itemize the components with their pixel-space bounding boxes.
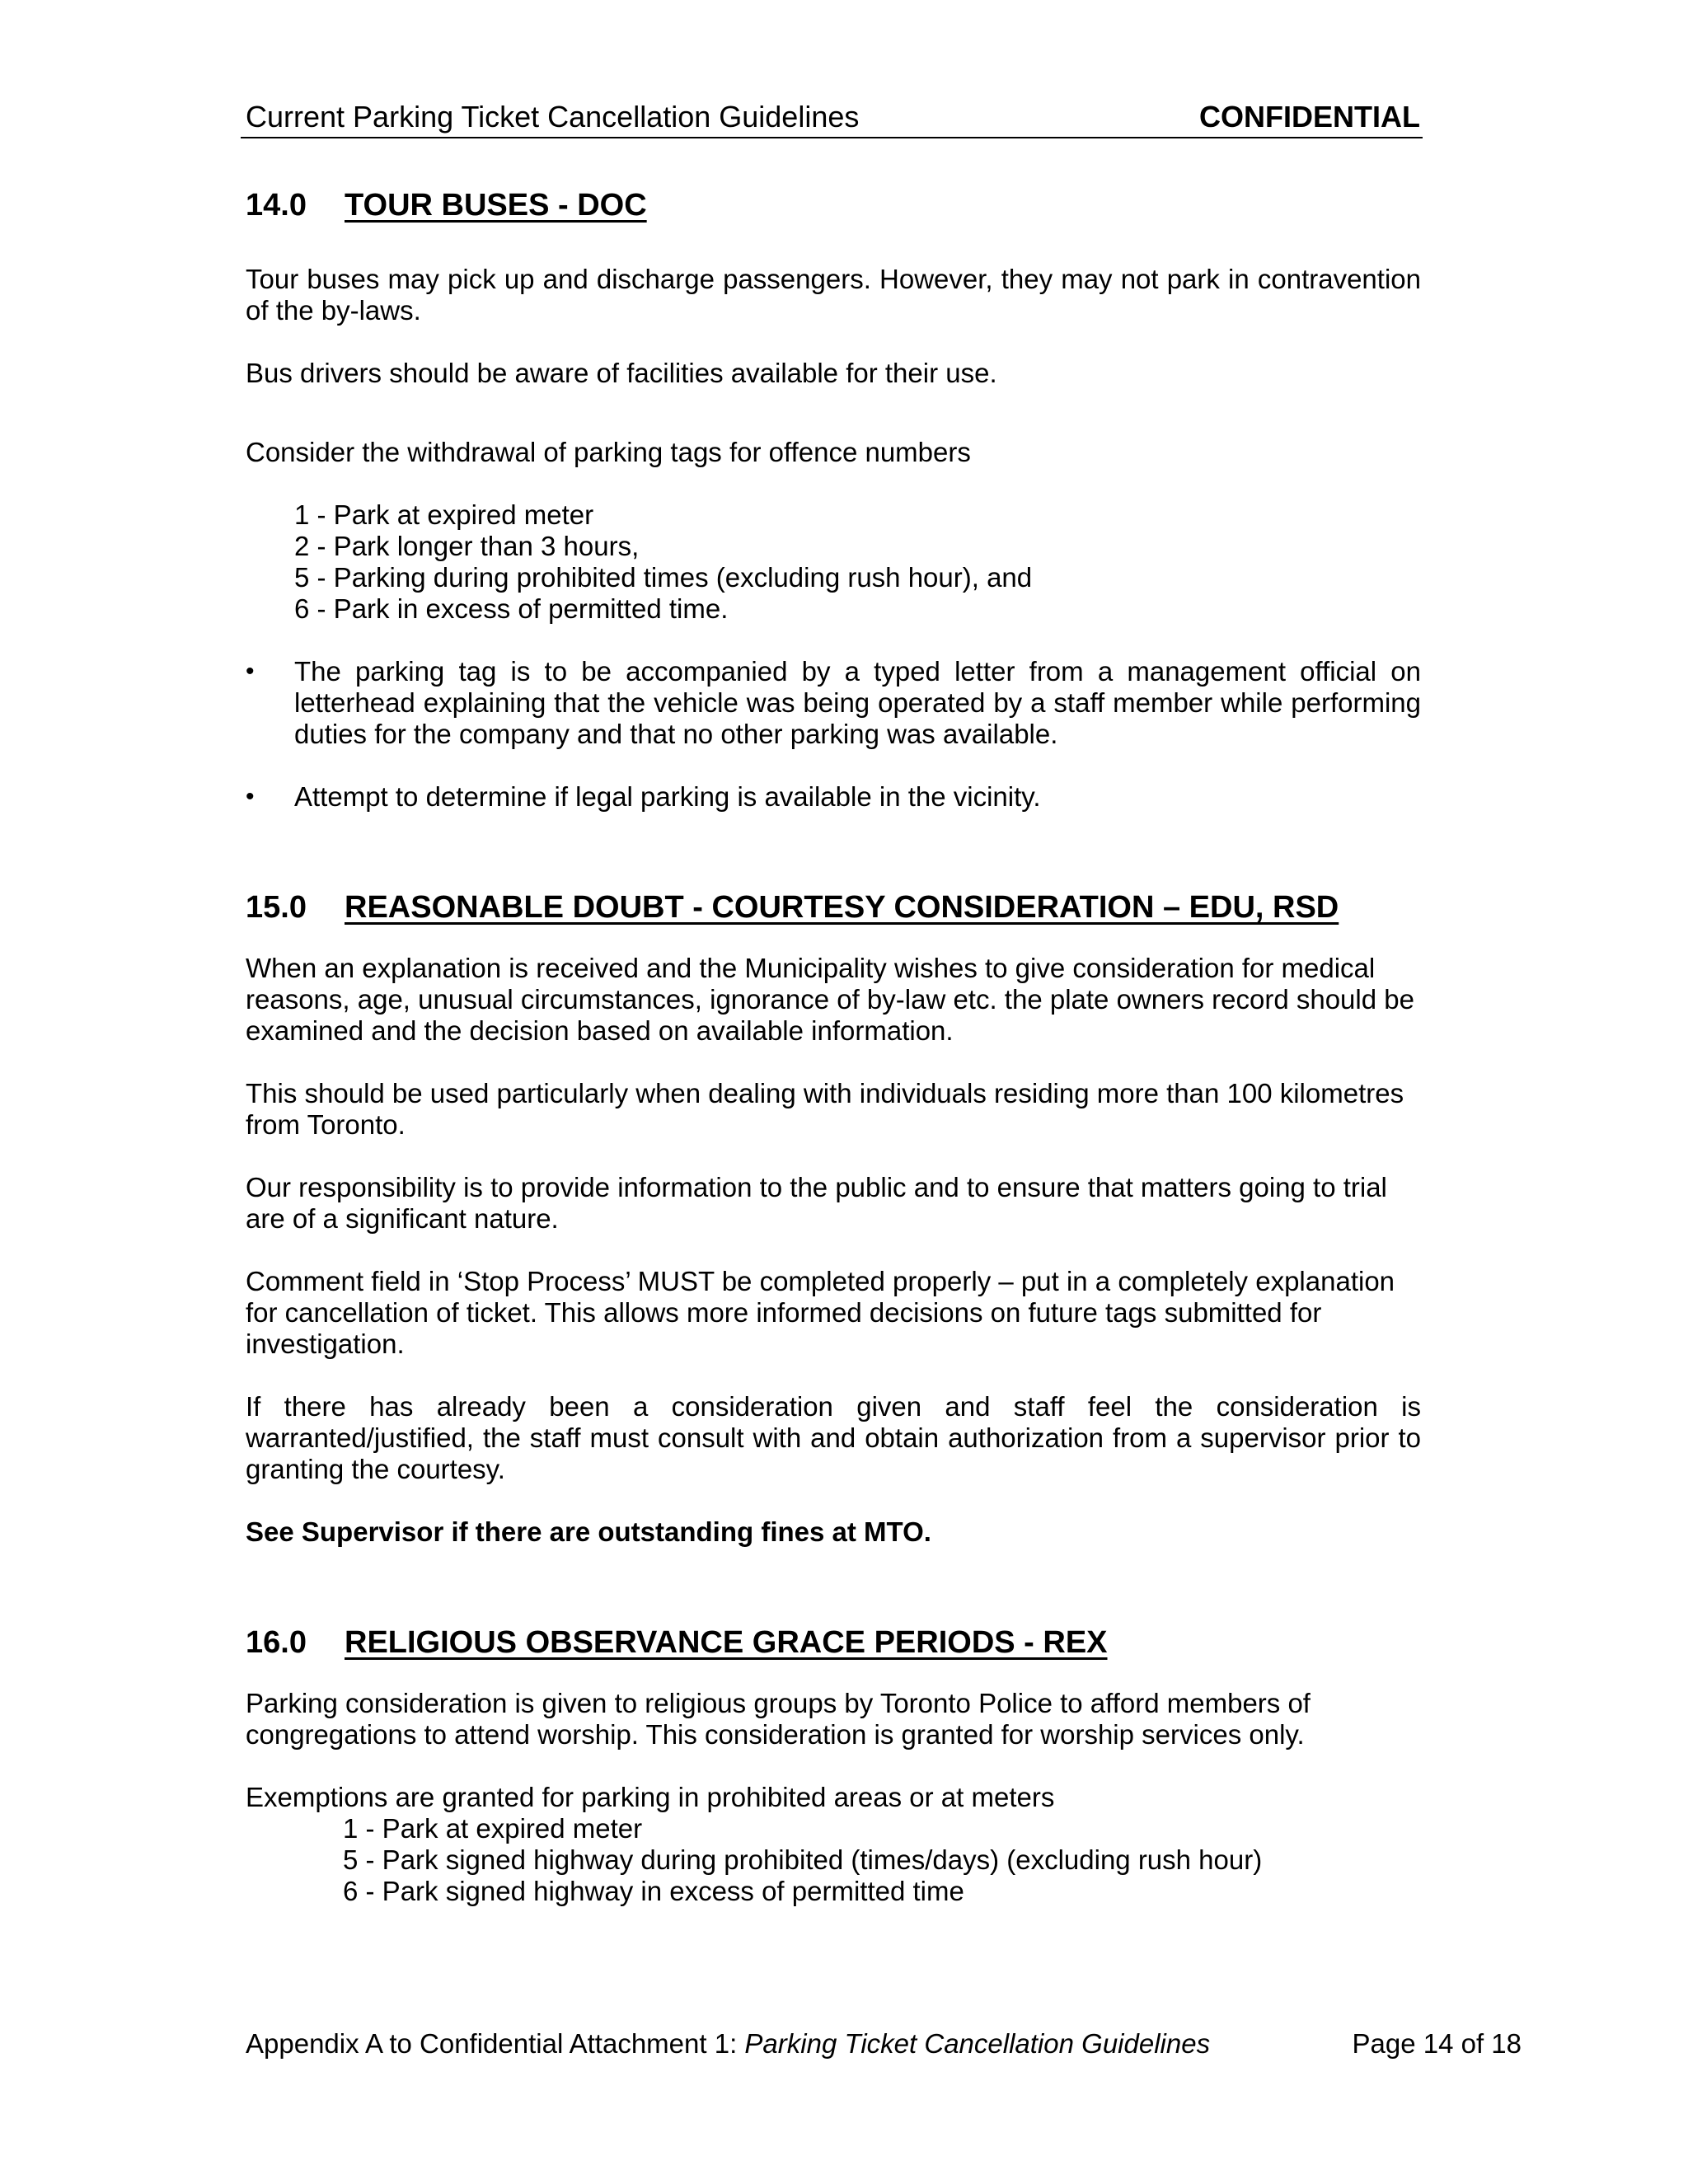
offence-list: [246, 499, 1421, 625]
section-16-para-1: Parking consideration is given to religious groups by Toronto Police to afford members of congregations to attend worship. This consideration is granted for worship services only.: [246, 1688, 1311, 1750]
bullet-item: [246, 781, 1421, 813]
list-item: 5 - Park signed highway during prohibited (times/days) (excluding rush hour): [343, 1844, 1263, 1875]
section-14-heading: [246, 185, 1421, 226]
header-title: Current Parking Ticket Cancellation Guidelines: [246, 100, 860, 134]
section-15-para-3: Our responsibility is to provide information to the public and to ensure that matters going to trial are of a significant nature.: [246, 1172, 1387, 1234]
bullet-icon: •: [246, 658, 255, 685]
section-14-para-3: Consider the withdrawal of parking tags for offence numbers: [246, 437, 971, 467]
footer-prefix: Appendix A to Confidential Attachment 1:: [246, 2028, 745, 2059]
section-15-para-4: Comment field in ‘Stop Process’ MUST be completed properly – put in a completely explanation for cancellation of ticket. This allows more informed decisions on future tags submitted for investigation.: [246, 1266, 1395, 1359]
bullet-icon: •: [246, 783, 255, 810]
section-14-title: TOUR BUSES - DOC: [345, 188, 647, 223]
page-number: Page 14 of 18: [1352, 2028, 1522, 2059]
header-rule: [241, 137, 1423, 138]
list-item: 1 - Park at expired meter: [343, 1813, 643, 1844]
section-15-para-2: This should be used particularly when dealing with individuals residing more than 100 kilometres from Toronto.: [246, 1078, 1404, 1140]
section-16-title: RELIGIOUS OBSERVANCE GRACE PERIODS - REX: [345, 1625, 1108, 1660]
section-15-heading: [246, 887, 1421, 928]
section-15-number: 15.0: [246, 890, 307, 925]
bullet-item: [246, 656, 1421, 750]
bullet-text: Attempt to determine if legal parking is available in the vicinity.: [294, 781, 1041, 812]
section-14-para-1: Tour buses may pick up and discharge passengers. However, they may not park in contravention of the by-laws.: [246, 264, 1421, 326]
bullet-list: [246, 656, 1421, 813]
list-item: 1 - Park at expired meter: [294, 499, 594, 530]
list-item: 6 - Park signed highway in excess of permitted time: [343, 1876, 964, 1906]
section-15-para-6: See Supervisor if there are outstanding fines at MTO.: [246, 1516, 931, 1547]
section-14-para-2: Bus drivers should be aware of facilities available for their use.: [246, 358, 997, 388]
section-14-number: 14.0: [246, 188, 307, 223]
list-item: 2 - Park longer than 3 hours,: [294, 531, 640, 561]
section-16-heading: [246, 1622, 1421, 1663]
page-content: [246, 185, 1421, 1907]
section-15-para-1: When an explanation is received and the Municipality wishes to give consideration for medical reasons, age, unusual circumstances, ignorance of by-law etc. the plate owners record should be examined and the decision based on available information.: [246, 953, 1414, 1046]
list-item: 6 - Park in excess of permitted time.: [294, 593, 729, 624]
exemption-list: [246, 1813, 1421, 1907]
footer-document-title: Parking Ticket Cancellation Guidelines: [744, 2028, 1211, 2059]
section-16-para-2: Exemptions are granted for parking in prohibited areas or at meters: [246, 1782, 1055, 1812]
bullet-text: The parking tag is to be accompanied by a typed letter from a management official on letterhead explaining that the vehicle was being operated by a staff member while performing duties for the company and that no other parking was available.: [294, 656, 1421, 749]
section-15-para-5: If there has already been a consideration given and staff feel the consideration is warranted/justified, the staff must consult with and obtain authorization from a supervisor prior to granting the courtesy.: [246, 1391, 1421, 1484]
list-item: 5 - Parking during prohibited times (excluding rush hour), and: [294, 562, 1033, 593]
page-footer: [246, 2027, 1522, 2060]
header-classification: CONFIDENTIAL: [1199, 100, 1420, 134]
section-15-title: REASONABLE DOUBT - COURTESY CONSIDERATION – EDU, RSD: [345, 890, 1339, 925]
section-16-number: 16.0: [246, 1625, 307, 1660]
